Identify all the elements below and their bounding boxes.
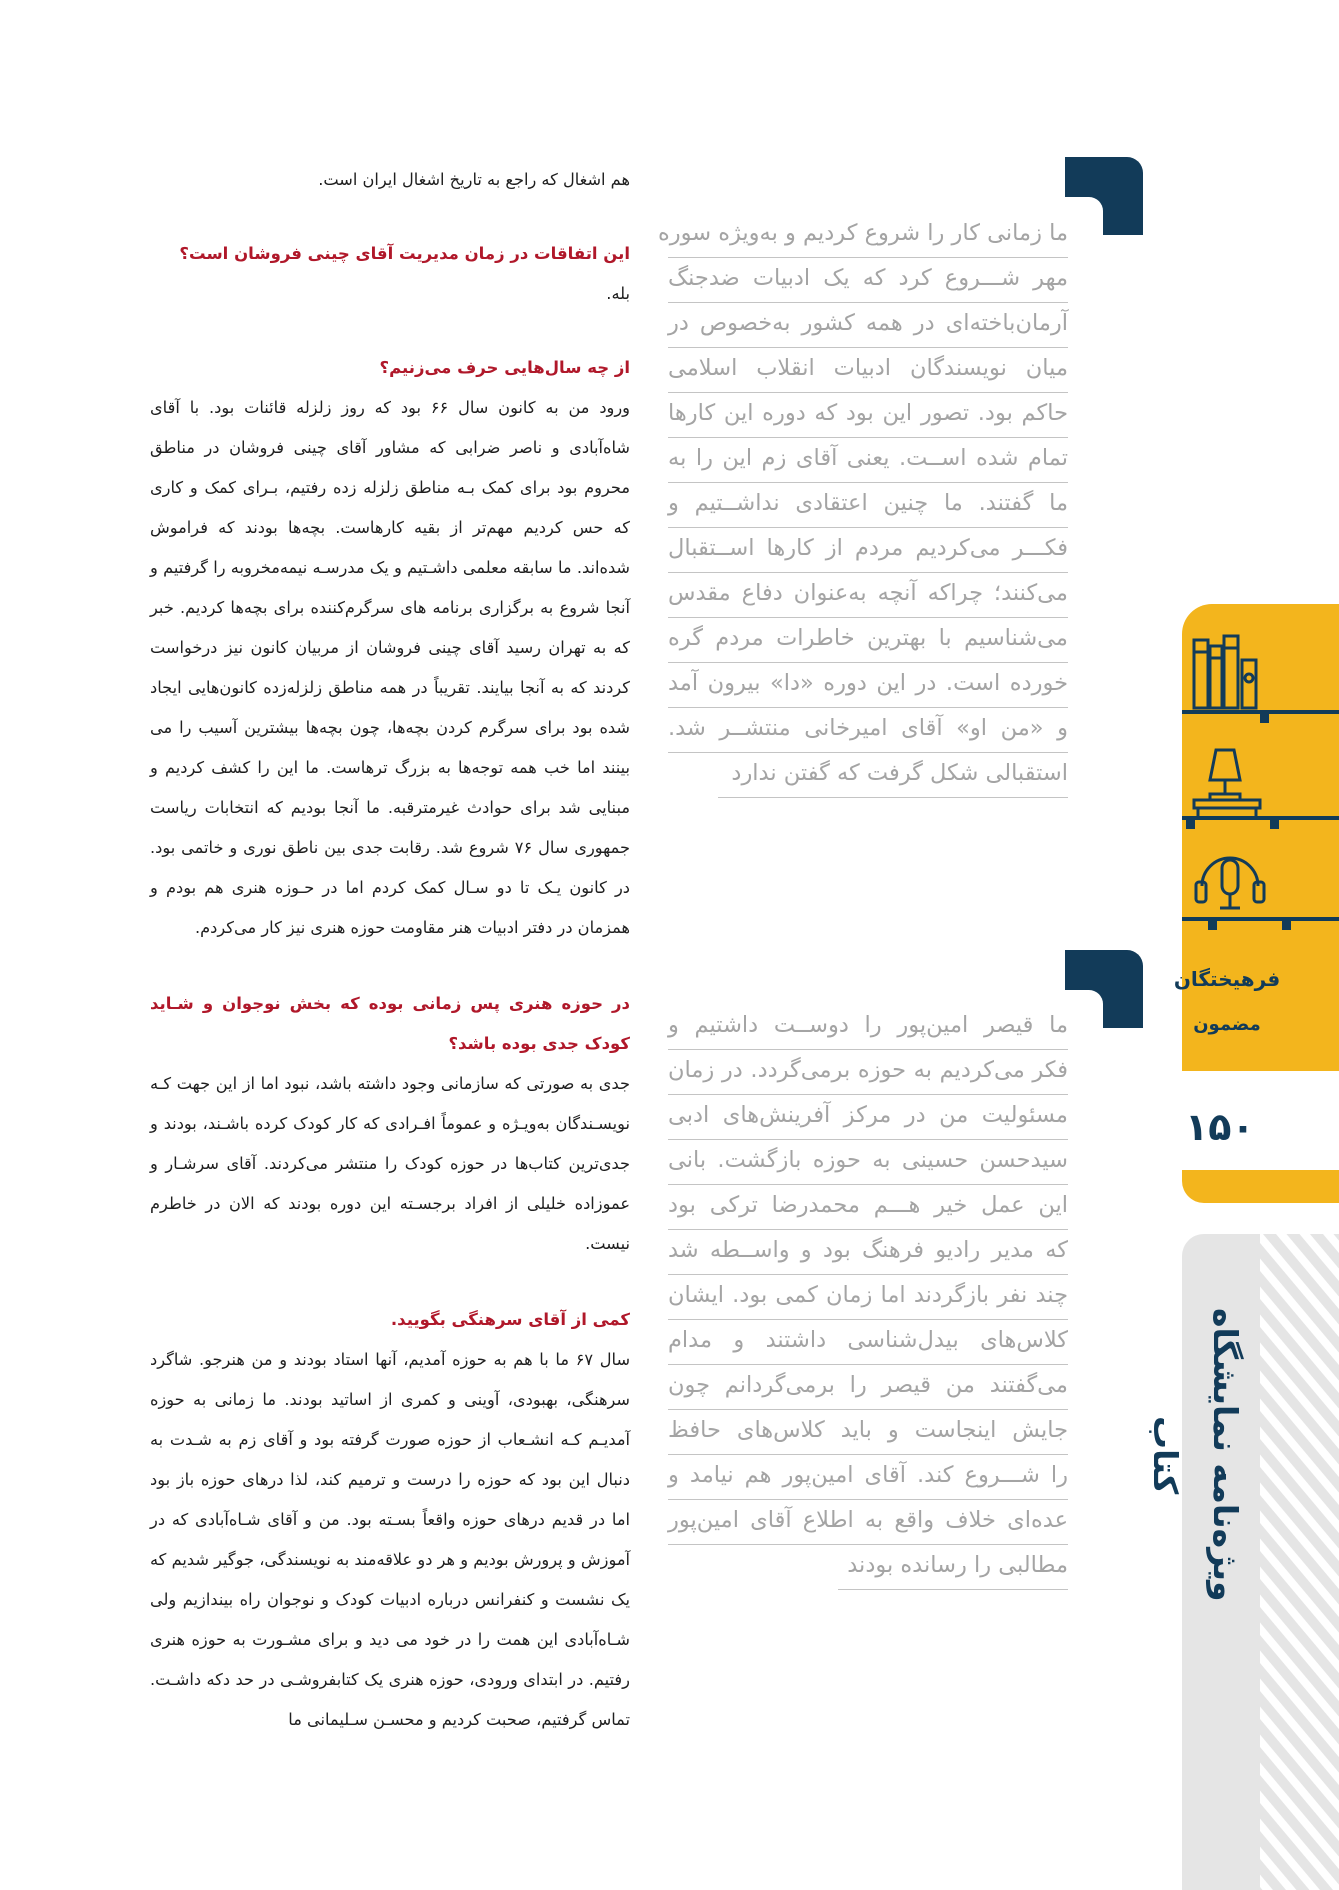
pull-quote-line: و «من او» آقای امیرخانی منتشــر شد. [668,708,1068,753]
shelf-peg [1260,714,1269,723]
pull-quote-line: سیدحسن حسینی به حوزه بازگشت. بانی [668,1140,1068,1185]
question-heading: کمی از آقای سرهنگی بگویید. [390,1310,630,1329]
page-number: ۱۵۰ [1185,1105,1255,1149]
pull-quote-line: ما گفتند. ما چنین اعتقادی نداشــتیم و [668,483,1068,528]
shelf-divider [1182,917,1339,921]
answer-paragraph: بله. [606,284,630,303]
pull-quote-line: می‌شناسیم با بهترین خاطرات مردم گره [668,618,1068,663]
shelf-peg [1282,921,1291,930]
podcast-mic-icon [1190,842,1270,916]
brand-word: فرهیختگان [1173,967,1281,991]
intro-line: هم اشغال که راجع به تاریخ اشغال ایران است. [318,170,630,189]
edition-title: ویژه‌نامه نمایشگاه کتاب [1146,1308,1245,1602]
answer-paragraph: سال ۶۷ ما با هم به حوزه آمدیم، آنها استاد بودند و من هنرجو. شاگرد سرهنگی، بهبودی، آوینی و کمری از اساتید بودند. ما زمانی به حوزه آمدیـم کـه انشـعاب از حوزه صورت گرفته بود و آقای زم به شـدت به دنبال این بود که حوزه را درست و ترمیم کند، لذا درهای حوزه باز بود اما در قدیم درهای حوزه واقعاً بسـته بود. من و آقای شـاه‌آبادی که در آموزش و پرورش بودیم و هر دو علاقه‌مند به نویسندگی، جوگیر شدیم که یک نشست و کنفرانس درباره ادبیات کودک و نوجوان راه بیندازیم ولی شـاه‌آبادی این همت را در خود می دید و برای مشـورت به حوزه هنری رفتیم. در ابتدای ورودی، حوزه هنری یک کتابفروشـی در حد دکه داشـت. تماس گرفتیم، صحبت کردیم و محسـن سـلیمانی ما [150,1350,631,1729]
pull-quote-line: این عمل خیر هـــم محمدرضا ترکی بود [668,1185,1068,1230]
question-heading: این اتفاقات در زمان مدیریت آقای چینی فروشان است؟ [179,244,630,263]
pull-quote-line: عده‌ای خلاف واقع به اطلاع آقای امین‌پور [668,1500,1068,1545]
quote-mark-icon [1065,157,1143,235]
shelf-peg [1186,820,1195,829]
quote-mark-icon [1065,950,1143,1028]
pull-quote-line: می‌گفتند من قیصر را برمی‌گردانم چون [668,1365,1068,1410]
pull-quote-line: مسئولیت من در مرکز آفرینش‌های ادبی [668,1095,1068,1140]
question-heading: از چه سال‌هایی حرف می‌زنیم؟ [379,358,630,377]
pull-quote-line: جایش اینجاست و باید کلاس‌های حافظ [668,1410,1068,1455]
pull-quote-line: خورده است. در این دوره «دا» بیرون آمد [668,663,1068,708]
answer-paragraph: جدی به صورتی که سازمانی وجود داشته باشد، نبود اما از این جهت کـه نویسـندگان به‌ویـژه و عموماً افـرادی که کار کودک کرده باشـند، بودند و جدی‌ترین کتاب‌ها در حوزه کودک را منتشر می‌کردند. آقای سرشـار و عموزاده خلیلی از افراد برجسـته این دوره بودند که الان در خاطرم نیست. [150,1074,630,1253]
pull-quote-line: که مدیر رادیو فرهنگ بود و واســطه شد [668,1230,1068,1275]
pull-quote-line: می‌کنند؛ چراکه آنچه به‌عنوان دفاع مقدس [668,573,1068,618]
pull-quote-line: چند نفر بازگردند اما زمان کمی بود. ایشان [668,1275,1068,1320]
pull-quote-2 [668,1005,1068,1590]
answer-paragraph: ورود من به کانون سال ۶۶ بود که روز زلزله قائنات بود. با آقای شاه‌آبادی و ناصر ضرابی که مشاور آقای چینی فروشان در مناطق محروم بود برای کمک بـه مناطق زلزله زده رفتیم، بـرای کمک و کاری که حس کردیم مهم‌تر از بقیه کارهاست. بچه‌ها بودند که فراموش شده‌اند. ما سابقه معلمی داشـتیم و یک مدرسـه نیمه‌مخروبه را گرفتیم و آنجا شروع به برگزاری برنامه های سرگرم‌کننده برای بچه‌ها کردیم. خبر که به تهران رسید آقای چینی فروشان از مربیان کانون نیز درخواست کردند که به آنجا بیایند. تقریباً در همه مناطق زلزله‌زده کانون‌هایی ایجاد شده بود برای سرگرم کردن بچه‌ها، چون بچه‌ها بیشترین آسیب را می بینند اما خب همه توجه‌ها به بزرگ ترهاست. ما این را کشف کردیم و مبنایی شد برای حوادث غیرمترقبه. ما آنجا بودیم که انتخابات ریاست جمهوری سال ۷۶ شروع شد. رقابت جدی بین ناطق نوری و خاتمی بود. در کانون یـک تا دو سـال کمک کردم اما در حـوزه هنری هم بودم و همزمان در دفتر ادبیات هنر مقاومت حوزه هنری نیز کار می‌کردم. [150,398,630,937]
pull-quote-line: ما قیصر امین‌پور را دوســت داشتیم و [668,1005,1068,1050]
shelf-peg [1270,820,1279,829]
pull-quote-line: میان نویسندگان ادبیات انقلاب اسلامی [668,348,1068,393]
pull-quote-line: آرمان‌باخته‌ای در همه کشور به‌خصوص در [668,303,1068,348]
question-heading: در حوزه هنری پس زمانی بوده که بخش نوجوان و شـاید کودک جدی بوده باشد؟ [150,994,630,1053]
books-icon [1190,634,1260,710]
pull-quote-line: مطالبی را رسانده بودند [838,1545,1068,1590]
pull-quote-1 [657,213,1068,798]
pull-quote-line: حاکم بود. تصور این بود که دوره این کارها [668,393,1068,438]
sidebar-panel [1173,604,1339,1071]
pull-quote-line: ما زمانی کار را شروع کردیم و به‌ویژه سوره [668,213,1068,258]
brand-word: مضمون [1193,1014,1261,1035]
pull-quote-line: استقبالی شکل گرفت که گفتن ندارد [718,753,1068,798]
shelf-peg [1208,921,1217,930]
pull-quote-line: را شـــروع کند. آقای امین‌پور هم نیامد و [668,1455,1068,1500]
pull-quote-line: کلاس‌های بیدل‌شناسی داشتند و مدام [668,1320,1068,1365]
article-body [150,160,630,1740]
pull-quote-line: فکـــر می‌کردیم مردم از کارها اســتقبال [668,528,1068,573]
pull-quote-line: فکر می‌کردیم به حوزه برمی‌گردد. در زمان [668,1050,1068,1095]
yellow-strip [1182,1170,1339,1203]
brand-logo [1173,946,1281,1042]
shelf-divider [1182,816,1339,820]
pull-quote-line: مهر شـــروع کرد که یک ادبیات ضدجنگ [668,258,1068,303]
pull-quote-line: تمام شده اســت. یعنی آقای زم این را به [668,438,1068,483]
lamp-icon [1190,742,1270,816]
